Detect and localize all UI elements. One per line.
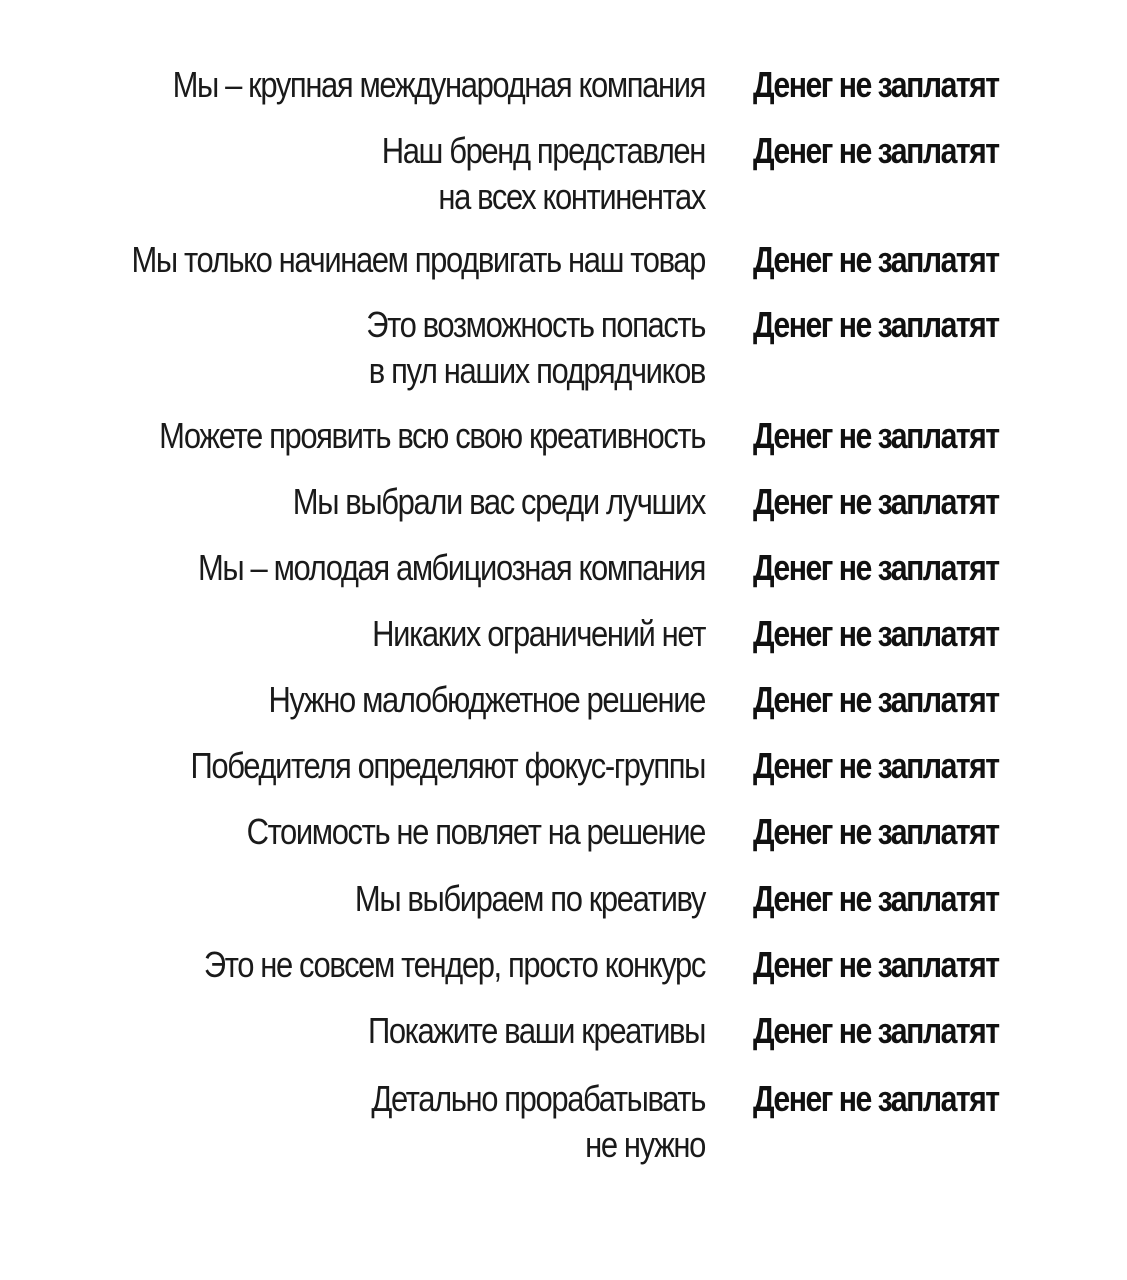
client-phrase bbox=[103, 876, 705, 922]
phrase-line: Мы – молодая амбициозная компания bbox=[198, 547, 705, 588]
verdict: Денег не заплатят bbox=[753, 944, 999, 985]
client-phrase bbox=[103, 1008, 705, 1054]
phrase-line: Это возможность попасть bbox=[366, 304, 705, 345]
verdict: Денег не заплатят bbox=[753, 679, 999, 720]
verdict: Денег не заплатят bbox=[753, 304, 999, 345]
phrase-line: Мы – крупная международная компания bbox=[172, 64, 706, 105]
phrase-line: Покажите ваши креативы bbox=[367, 1010, 705, 1051]
phrase-line: Наш бренд представлен bbox=[381, 130, 705, 171]
verdict: Денег не заплатят bbox=[753, 481, 999, 522]
client-phrase bbox=[103, 743, 705, 789]
verdict: Денег не заплатят bbox=[753, 1078, 999, 1119]
client-phrase bbox=[103, 62, 705, 108]
client-phrase bbox=[103, 942, 705, 988]
client-phrase bbox=[103, 479, 705, 525]
phrase-line: Мы только начинаем продвигать наш товар bbox=[131, 239, 705, 280]
phrase-line: Нужно малобюджетное решение bbox=[268, 679, 705, 720]
client-phrase bbox=[103, 611, 705, 657]
client-phrase bbox=[103, 677, 705, 723]
phrase-line: Мы выбираем по креативу bbox=[354, 878, 705, 919]
phrase-line: Победителя определяют фокус-группы bbox=[190, 745, 705, 786]
client-phrase bbox=[103, 545, 705, 591]
verdict: Денег не заплатят bbox=[753, 415, 999, 456]
phrase-line: Стоимость не повляет на решение bbox=[246, 811, 705, 852]
client-phrase bbox=[103, 809, 705, 855]
verdict: Денег не заплатят bbox=[753, 811, 999, 852]
verdict: Денег не заплатят bbox=[753, 547, 999, 588]
client-phrase bbox=[103, 302, 705, 394]
client-phrase bbox=[103, 237, 705, 283]
phrase-line: на всех континентах bbox=[438, 176, 705, 217]
verdict: Денег не заплатят bbox=[753, 239, 999, 280]
phrase-line: не нужно bbox=[585, 1124, 705, 1165]
phrase-line: Мы выбрали вас среди лучших bbox=[292, 481, 705, 522]
verdict: Денег не заплатят bbox=[753, 130, 999, 171]
client-phrase bbox=[103, 128, 705, 220]
phrase-line: Детально прорабатывать bbox=[371, 1078, 705, 1119]
verdict: Денег не заплатят bbox=[753, 878, 999, 919]
verdict: Денег не заплатят bbox=[753, 1010, 999, 1051]
client-phrase bbox=[103, 1076, 705, 1168]
phrase-line: Это не совсем тендер, просто конкурс bbox=[203, 944, 705, 985]
phrase-line: Можете проявить всю свою креативность bbox=[159, 415, 706, 456]
phrase-line: Никаких ограничений нет bbox=[372, 613, 705, 654]
verdict: Денег не заплатят bbox=[753, 64, 999, 105]
verdict: Денег не заплатят bbox=[753, 745, 999, 786]
phrase-line: в пул наших подрядчиков bbox=[368, 350, 705, 391]
verdict: Денег не заплатят bbox=[753, 613, 999, 654]
client-phrase bbox=[103, 413, 705, 459]
